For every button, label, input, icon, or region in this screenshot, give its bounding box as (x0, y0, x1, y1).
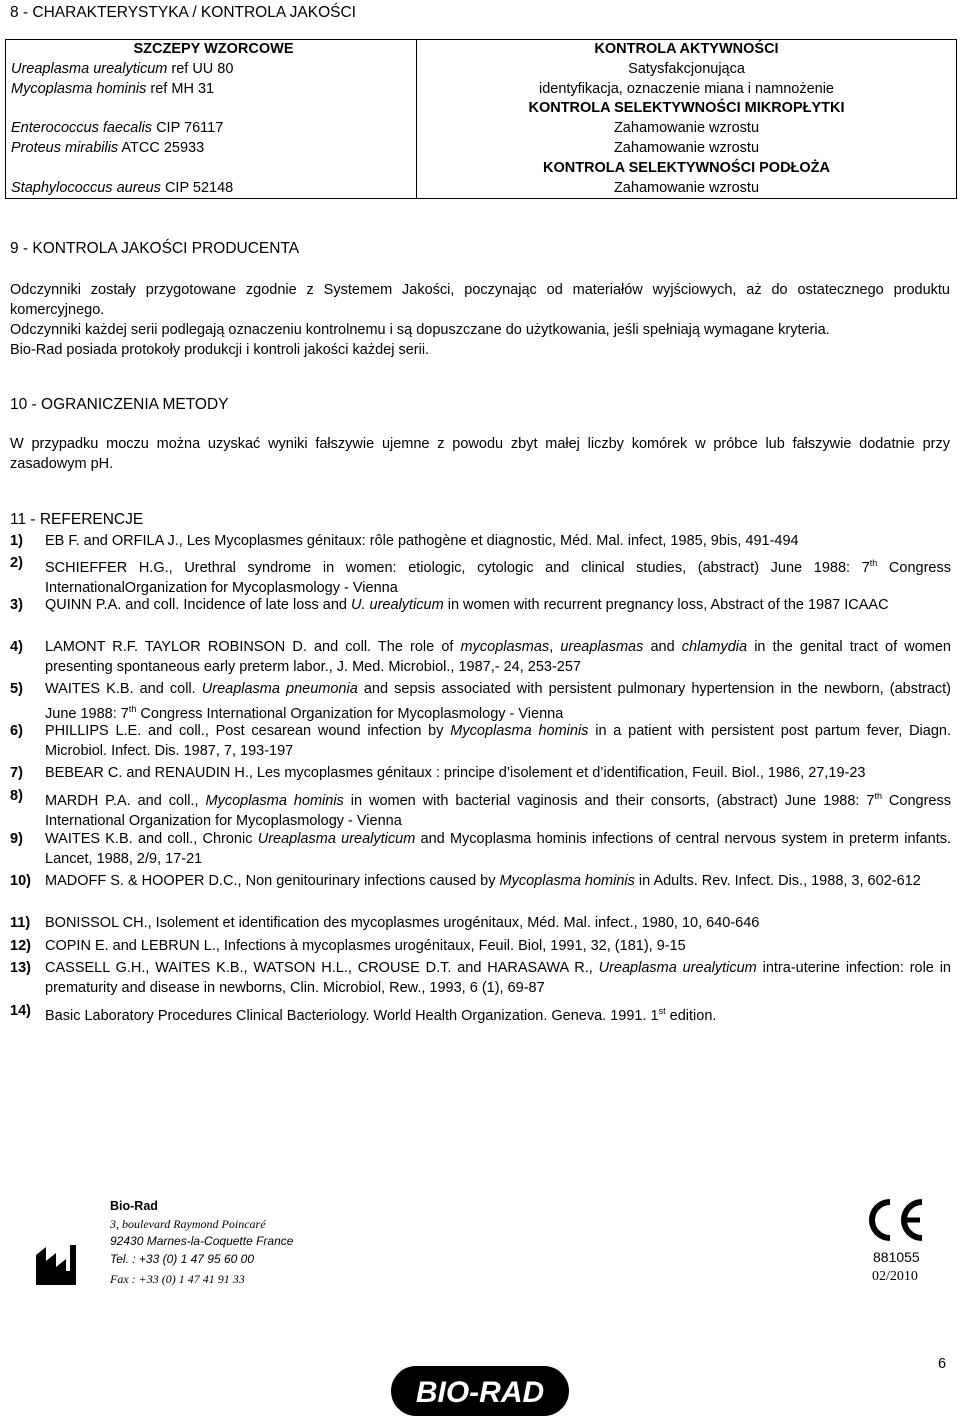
result-text: Satysfakcjonująca (628, 60, 745, 77)
reference-item: 13) CASSELL G.H., WAITES K.B., WATSON H.L., CROUSE D.T. and HARASAWA R., Ureaplasma urealyticum intra-uterine infection: role in prematurity and disease in newborns, Clin. Microbiol, Rew., 1993, 6 (1), 69-87 (10, 960, 951, 996)
result-text: identyfikacja, oznaczenie miana i namnożenie (538, 80, 834, 97)
section-10-paragraph: W przypadku moczu można uzyskać wyniki fałszywie ujemne z powodu zbyt małej liczby komórek w próbce lub fałszywie dodatnie przy zasadowym pH. (10, 436, 950, 472)
reference-item: 6) PHILLIPS L.E. and coll., Post cesarean wound infection by Mycoplasma hominis in a patient with persistent post partum fever, Diagn. Microbiol. Infect. Dis. 1987, 7, 193-197 (10, 723, 951, 759)
product-code: 881055 (873, 1249, 920, 1265)
medium-selectivity-header: KONTROLA SELEKTYWNOŚCI PODŁOŻA (542, 159, 831, 176)
strain-row: Enterococcus faecalis CIP 76117 (11, 120, 224, 137)
page-number: 6 (938, 1356, 947, 1372)
section-9-paragraph: Bio-Rad posiada protokoły produkcji i kontroli jakości każdej serii. (10, 342, 430, 358)
strain-row: Mycoplasma hominis ref MH 31 (11, 80, 215, 97)
bio-rad-logo-text: BIO-RAD (415, 1376, 545, 1409)
revision-date: 02/2010 (872, 1269, 918, 1284)
reference-strains-header: SZCZEPY WZORCOWE (133, 41, 294, 57)
strain-row: Ureaplasma urealyticum ref UU 80 (11, 60, 234, 77)
reference-item: 9) WAITES K.B. and coll., Chronic Ureaplasma urealyticum and Mycoplasma hominis infections of central nervous system in preterm infants. Lancet, 1988, 2/9, 17-21 (10, 831, 951, 867)
reference-item: 2) SCHIEFFER H.G., Urethral syndrome in women: etiologic, cytologic and clinical studies, (abstract) June 1988: 7th Congress InternationalOrganization for Mycoplasmology - Vienna (10, 555, 951, 596)
strain-row: Proteus mirabilis ATCC 25933 (11, 139, 205, 156)
quality-control-table (5, 39, 957, 199)
result-text: Zahamowanie wzrostu (613, 120, 760, 137)
company-fax: Fax : +33 (0) 1 47 41 91 33 (110, 1272, 245, 1286)
section-9-paragraph: Odczynniki zostały przygotowane zgodnie z Systemem Jakości, poczynając od materiałów wyjściowych, aż do ostatecznego produktu komercyjnego. (10, 282, 950, 318)
reference-item: 4) LAMONT R.F. TAYLOR ROBINSON D. and coll. The role of mycoplasmas, ureaplasmas and chlamydia in the genital tract of women presenting spontaneous early preterm labor., J. Med. Microbiol., 1987,- 24, 253-257 (10, 639, 951, 675)
reference-item: 8) MARDH P.A. and coll., Mycoplasma hominis in women with bacterial vaginosis and their consorts, (abstract) June 1988: 7th Congress International Organization for Mycoplasmology - Vienna (10, 788, 951, 829)
company-city: 92430 Marnes-la-Coquette France (110, 1234, 294, 1248)
reference-item: 7) BEBEAR C. and RENAUDIN H., Les mycoplasmes génitaux : principe d’isolement et d’identification, Feuil. Biol., 1986, 27,19-23 (10, 765, 866, 781)
reference-strains-column (6, 40, 417, 199)
company-address: 3, boulevard Raymond Poincaré (110, 1217, 266, 1231)
ce-mark-icon (866, 1198, 928, 1242)
reference-item: 1) EB F. and ORFILA J., Les Mycoplasmes génitaux: rôle pathogène et diagnostic, Méd. Mal. infect, 1985, 9bis, 491-494 (10, 533, 799, 549)
strain-row: Staphylococcus aureus CIP 52148 (11, 179, 234, 196)
spacer (11, 159, 416, 179)
reference-item: 5) WAITES K.B. and coll. Ureaplasma pneumonia and sepsis associated with persistent pulmonary hypertension in the newborn, (abstract) June 1988: 7th Congress International Organization for Mycoplasmology - Vienna (10, 681, 952, 722)
bio-rad-logo (391, 1366, 569, 1416)
microplate-selectivity-header: KONTROLA SELEKTYWNOŚCI MIKROPŁYTKI (528, 100, 845, 117)
section-11-heading: 11 - REFERENCJE (10, 511, 144, 528)
manufacturer-icon (36, 1243, 80, 1285)
result-text: Zahamowanie wzrostu (613, 139, 760, 156)
reference-item: 14) Basic Laboratory Procedures Clinical Bacteriology. World Health Organization. Geneva. 1991. 1st edition. (10, 1003, 717, 1024)
section-9-heading: 9 - KONTROLA JAKOŚCI PRODUCENTA (10, 240, 300, 257)
section-10-heading: 10 - OGRANICZENIA METODY (10, 396, 229, 413)
result-text: Zahamowanie wzrostu (613, 179, 760, 196)
activity-control-header: KONTROLA AKTYWNOŚCI (594, 41, 779, 57)
reference-item: 12) COPIN E. and LEBRUN L., Infections à mycoplasmes urogénitaux, Feuil. Biol, 1991, 32, (181), 9-15 (10, 938, 686, 954)
control-results-column (417, 40, 957, 199)
company-name: Bio-Rad (110, 1199, 158, 1213)
section-8-heading: 8 - CHARAKTERYSTYKA / KONTROLA JAKOŚCI (10, 4, 356, 21)
reference-item: 10) MADOFF S. & HOOPER D.C., Non genitourinary infections caused by Mycoplasma hominis in Adults. Rev. Infect. Dis., 1988, 3, 602-612 (10, 873, 921, 889)
section-9-paragraph: Odczynniki każdej serii podlegają oznaczeniu kontrolnemu i są dopuszczane do użytkowania, jeśli spełniają wymagane kryteria. (10, 322, 830, 338)
reference-item: 3) QUINN P.A. and coll. Incidence of late loss and U. urealyticum in women with recurrent pregnancy loss, Abstract of the 1987 ICAAC (10, 597, 889, 613)
reference-item: 11) BONISSOL CH., Isolement et identification des mycoplasmes urogénitaux, Méd. Mal. infect., 1980, 10, 640-646 (10, 915, 760, 931)
company-tel: Tel. : +33 (0) 1 47 95 60 00 (110, 1252, 254, 1266)
spacer (11, 99, 416, 119)
